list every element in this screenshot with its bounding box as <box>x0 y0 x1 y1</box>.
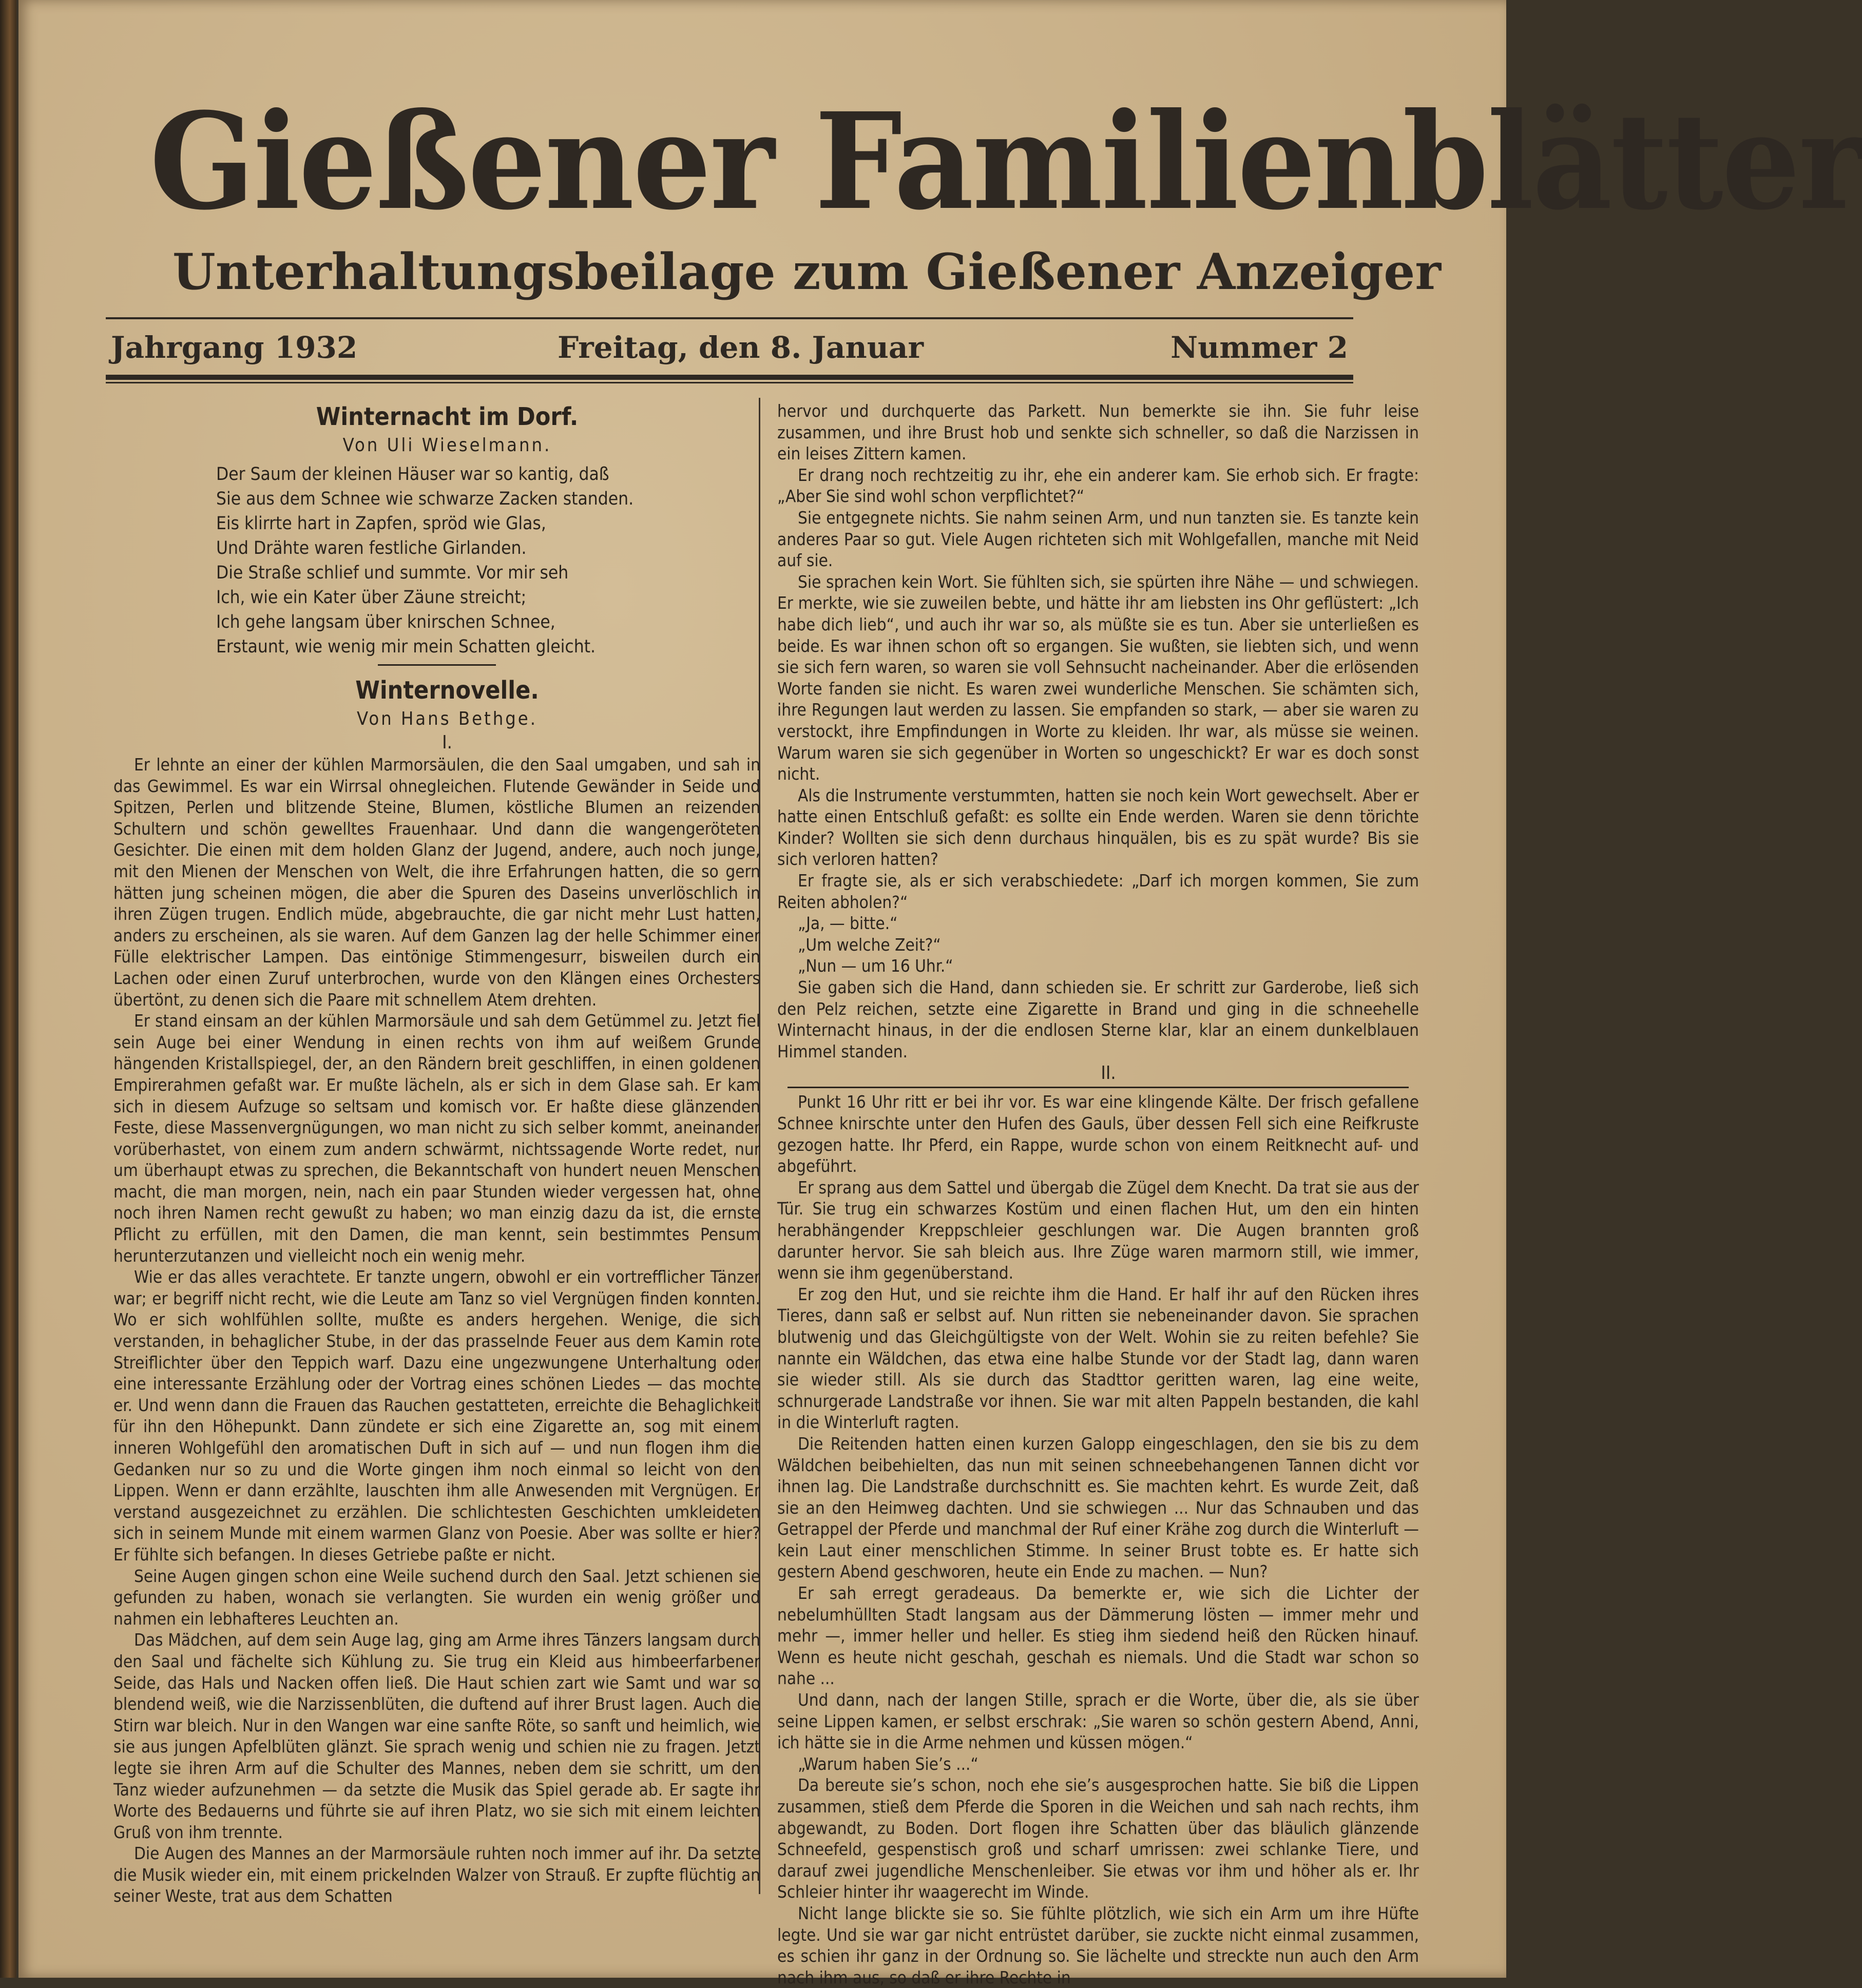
poem-line: Eis klirrte hart in Zapfen, spröd wie Glas, <box>216 513 546 534</box>
issue-number: Nummer 2 <box>1170 330 1348 365</box>
story-paragraph: Er lehnte an einer der kühlen Marmorsäulen, die den Saal umgaben, und sah in das Gewimmel. Es war ein Wirrsal ohnegleichen. Flutende Gewänder in Seide und Spitzen, Perlen und blitzende Steine, Blumen, köstliche Blumen an reizenden Schultern und schön gewelltes Frauenhaar. Und dann die wangengeröteten Gesichter. Die einen mit dem holden Glanz der Jugend, andere, auch noch junge, mit den Mienen der Menschen von Welt, die ihre Erfahrungen hatten, die so gern hätten jung scheinen mögen, die aber die Spuren des Daseins unverlöschlich in ihren Zügen trugen. Endlich müde, abgebrauchte, die gar nicht mehr Lust hatten, anders zu erscheinen, als sie waren. Auf dem Ganzen lag der helle Schimmer einer Fülle elektrischer Lampen. Das eintönige Stimmengesurr, bisweilen durch ein Lachen oder einen Zuruf unterbrochen, wurde von den Klängen eines Orchesters übertönt, zu denen sich die Paare mit schnellem Atem drehten. <box>113 755 760 1010</box>
story-part-one-label: I. <box>442 732 452 753</box>
story-paragraph: „Nun — um 16 Uhr.“ <box>798 956 953 976</box>
poem-line: Der Saum der kleinen Häuser war so kantig, daß <box>216 464 609 485</box>
story-paragraph: Als die Instrumente verstummten, hatten sie noch kein Wort gewechselt. Aber er hatte einen Entschluß gefaßt: es sollte ein Ende werden. Waren sie denn törichte Kinder? Wollten sie sich denn durchaus hinquälen, bis es zu spät wurde? Bis sie sich verloren hatten? <box>777 785 1419 870</box>
story-paragraph: Er sprang aus dem Sattel und übergab die Zügel dem Knecht. Da trat sie aus der Tür. Sie trug ein schwarzes Kostüm und einen flachen Hut, um den ein hinten herabhängender Kreppschleier geschlungen war. Die Augen brannten groß darunter hervor. Sie sah bleich aus. Ihre Züge waren marmorn still, wie immer, wenn sie ihm gegenüberstand. <box>777 1177 1419 1283</box>
story-paragraph: Er stand einsam an der kühlen Marmorsäule und sah dem Getümmel zu. Jetzt fiel sein Auge bei einer Wendung in einen rechts von ihm auf weißem Grunde hängenden Kristallspiegel, der, an den Rändern breit geschliffen, in einen goldenen Empirerahmen gefaßt war. Er mußte lächeln, als er sich in dem Glase sah. Er kam sich in diesem Aufzuge so seltsam und komisch vor. Er haßte diese glänzenden Feste, diese Massenvergnügungen, wo man nicht zu sich selber kommt, aneinander vorüberhastet, von einem zum andern schwärmt, nichtssagende Worte redet, nur um überhaupt etwas zu sprechen, die Bekanntschaft von hundert neuen Menschen macht, die man morgen, nein, nach ein paar Stunden wieder vergessen hat, ohne noch ihren Namen recht gewußt zu haben; wo man einzig dazu da ist, die ernste Pflicht zu erfüllen, mit den Damen, die man kennt, sein bestimmtes Pensum herunterzutanzen und vielleicht noch ein wenig mehr. <box>113 1011 760 1266</box>
poem-line: Ich, wie ein Kater über Zäune streicht; <box>216 587 527 608</box>
header-rule-bottom <box>106 375 1353 380</box>
story-paragraph: Wie er das alles verachtete. Er tanzte ungern, obwohl er ein vortrefflicher Tänzer war; er begriff nicht recht, wie die Leute am Tanz so viel Vergnügen finden konnten. Wo er sich wohlfühlen sollte, mußte es anders hergehen. Wenige, die sich verstanden, in behaglicher Stube, in der das prasselnde Feuer aus dem Kamin rote Streiflichter über den Teppich warf. Dazu eine ungezwungene Unterhaltung oder eine interessante Erzählung oder der Vortrag eines schönen Liedes — das mochte er. Und wenn dann die Frauen das Rauchen gestatteten, erreichte die Behaglichkeit für ihn den Höhepunkt. Dann zündete er sich eine Zigarette an, sog mit einem inneren Wohlgefühl den aromatischen Duft in sich auf — und nun flogen ihm die Gedanken nur so zu und die Worte gingen ihm noch einmal so leicht von den Lippen. Wenn er dann erzählte, lauschten ihm alle Anwesenden mit Vergnügen. Er verstand ausgezeichnet zu erzählen. Die schlichtesten Geschichten umkleideten sich in seinem Munde mit einem warmen Glanz von Poesie. Aber was sollte er hier? Er fühlte sich befangen. In dieses Getriebe paßte er nicht. <box>113 1267 760 1565</box>
poem-line: Und Drähte waren festliche Girlanden. <box>216 538 527 558</box>
story-paragraph: Er zog den Hut, und sie reichte ihm die Hand. Er half ihr auf den Rücken ihres Tieres, dann saß er selbst auf. Nun ritten sie nebeneinander davon. Sie sprachen blutwenig und das Gleichgültigste von der Welt. Wohin sie zu reiten befehle? Sie nannte ein Wäldchen, das etwa eine halbe Stunde vor der Stadt lag, dann waren sie wieder still. Als sie durch das Stadttor geritten waren, lag eine weite, schnurgerade Landstraße vor ihnen. Sie war mit alten Pappeln bestanden, die kahl in die Winterluft ragten. <box>777 1284 1419 1433</box>
issue-year: Jahrgang 1932 <box>111 330 358 365</box>
story-paragraph: Die Augen des Mannes an der Marmorsäule ruhten noch immer auf ihr. Da setzte die Musik wieder ein, mit einem prickelnden Walzer von Strauß. Er zupfte flüchtig an seiner Weste, trat aus dem Schatten <box>113 1843 760 1906</box>
story-paragraph: Nicht lange blickte sie so. Sie fühlte plötzlich, wie sich ein Arm um ihre Hüfte legte. Und sie war gar nicht entrüstet darüber, sie zuckte nicht einmal zusammen, es schien ihr ganz in der Ordnung so. Sie lächelte und streckte nun auch den Arm nach ihm aus, so daß er ihre Rechte in <box>777 1903 1419 1987</box>
story-paragraph: Er drang noch rechtzeitig zu ihr, ehe ein anderer kam. Sie erhob sich. Er fragte: „Aber Sie sind wohl schon verpflichtet?“ <box>777 465 1419 507</box>
book-binding-edge <box>0 0 16 1978</box>
story-paragraph: Er sah erregt geradeaus. Da bemerkte er, wie sich die Lichter der nebelumhüllten Stadt langsam aus der Dämmerung lösten — immer mehr und mehr —, immer heller und heller. Es stieg ihm siedend heiß den Rücken hinauf. Wenn es heute nicht geschah, geschah es niemals. Und die Stadt war schon so nahe ... <box>777 1583 1419 1689</box>
story-paragraph: Sie gaben sich die Hand, dann schieden sie. Er schritt zur Garderobe, ließ sich den Pelz reichen, setzte eine Zigarette in Brand und ging in die schneehelle Winternacht hinaus, in der die endlosen Sterne klar, klar an einem dunkelblauen Himmel standen. <box>777 977 1419 1061</box>
poem-title: Winternacht im Dorf. <box>316 402 579 431</box>
poem-body <box>216 462 760 659</box>
story-part-two-label: II. <box>1101 1063 1116 1084</box>
story-author: Von Hans Bethge. <box>356 708 538 729</box>
story-paragraph: Da bereute sie’s schon, noch ehe sie’s ausgesprochen hatte. Sie biß die Lippen zusammen, stieß dem Pferde die Sporen in die Weichen und sah nach rechts, ihm abgewandt, zu Boden. Dort flogen ihre Schatten über das bläulich glänzende Schneefeld, gespenstisch groß und scharf umrissen: zwei schlanke Tiere, und darauf zwei jugendliche Menschenleiber. Sie etwas vor ihm und höher als er. Ihr Schleier hinter ihr waagerecht im Winde. <box>777 1775 1419 1902</box>
story-paragraph: Er fragte sie, als er sich verabschiedete: „Darf ich morgen kommen, Sie zum Reiten abholen?“ <box>777 871 1419 912</box>
story-paragraph: Das Mädchen, auf dem sein Auge lag, ging am Arme ihres Tänzers langsam durch den Saal und fächelte sich Kühlung zu. Sie trug ein Kleid aus himbeerfarbener Seide, das Hals und Nacken offen ließ. Die Haut schien zart wie Samt und war so blendend weiß, wie die Narzissenblüten, die duftend auf ihrer Brust lagen. Auch die Stirn war bleich. Nur in den Wangen war eine sanfte Röte, so sanft und heimlich, wie sie aus jungen Apfelblüten glänzt. Sie sprach wenig und schien nie zu fragen. Jetzt legte sie ihren Arm auf die Schulter des Mannes, neben dem sie schritt, um den Tanz wieder aufzunehmen — da setzte die Musik das Spiel gerade ab. Er sagte ihr Worte des Bedauerns und führte sie auf ihren Platz, wo sie sich mit einem leichten Gruß von ihm trennte. <box>113 1630 760 1842</box>
section-divider <box>788 1087 1409 1088</box>
left-column <box>113 400 760 1904</box>
story-paragraph: Punkt 16 Uhr ritt er bei ihr vor. Es war eine klingende Kälte. Der frisch gefallene Schnee knirschte unter den Hufen des Gauls, über dessen Fell sich eine Reifkruste gezogen hatte. Ihr Pferd, ein Rappe, wurde schon von einem Reitknecht auf- und abgeführt. <box>777 1092 1419 1176</box>
story-paragraph: „Warum haben Sie’s ...“ <box>798 1753 978 1774</box>
issue-date: Freitag, den 8. Januar <box>558 330 924 365</box>
poem-line: Sie aus dem Schnee wie schwarze Zacken standen. <box>216 489 634 509</box>
story-paragraph: Und dann, nach der langen Stille, sprach er die Worte, über die, als sie über seine Lippen kamen, er selbst erschrak: „Sie waren so schön gestern Abend, Anni, ich hätte sie in die Arme nehmen und küssen mögen.“ <box>777 1690 1419 1753</box>
issue-info-line <box>111 323 1348 372</box>
header-rule-top <box>106 317 1353 319</box>
story-paragraph: Sie entgegnete nichts. Sie nahm seinen Arm, und nun tanzten sie. Es tanzte kein anderes Paar so gut. Viele Augen richteten sich mit Wohlgefallen, manche mit Neid auf sie. <box>777 507 1419 571</box>
masthead-subtitle: Unterhaltungsbeilage zum Gießener Anzeiger <box>172 243 1441 301</box>
masthead-title: Gießener Familienblätter <box>149 84 1862 239</box>
story-paragraph: „Ja, — bitte.“ <box>798 913 898 934</box>
poem-line: Ich gehe langsam über knirschen Schnee, <box>216 612 555 632</box>
header-rule-bottom-thin <box>106 382 1353 383</box>
story-paragraph: Sie sprachen kein Wort. Sie fühlten sich, sie spürten ihre Nähe — und schwiegen. Er merkte, wie sie zuweilen bebte, und hätte ihr am liebsten ins Ohr geflüstert: „Ich habe dich lieb“, und auch ihr war so, als müßte sie es tun. Aber sie unterließen es beide. Es war ihnen schon oft so ergangen. Sie wußten, sie liebten sich, und wenn sie sich fern waren, so waren sie voll Sehnsucht nacheinander. Aber die erlösenden Worte fanden sie nicht. Es waren zwei wunderliche Menschen. Sie schämten sich, ihre Regungen laut werden zu lassen. Sie empfanden so stark, — aber sie waren zu verstockt, ihre Empfindungen in Worte zu kleiden. Ihr war, als müsse sie weinen. Warum waren sie sich gegenüber in Worten so ungeschickt? Er war es doch sonst nicht. <box>777 571 1419 784</box>
story-paragraph: „Um welche Zeit?“ <box>798 934 941 955</box>
poem-line: Die Straße schlief und summte. Vor mir seh <box>216 563 569 583</box>
story-title: Winternovelle. <box>355 676 539 705</box>
newspaper-page <box>18 0 1862 1987</box>
story-paragraph: hervor und durchquerte das Parkett. Nun bemerkte sie ihn. Sie fuhr leise zusammen, und ihre Brust hob und senkte sich schneller, so daß die Narzissen in ein leises Zittern kamen. <box>777 401 1419 464</box>
section-divider <box>378 664 496 666</box>
poem-author: Von Uli Wieselmann. <box>342 435 552 456</box>
poem-line: Erstaunt, wie wenig mir mein Schatten gleicht. <box>216 636 596 657</box>
right-column <box>777 400 1419 1987</box>
story-paragraph: Seine Augen gingen schon eine Weile suchend durch den Saal. Jetzt schienen sie gefunden zu haben, wonach sie verlangten. Sie wurden ein wenig größer und nahmen ein lebhafteres Leuchten an. <box>113 1566 760 1629</box>
story-paragraph: Die Reitenden hatten einen kurzen Galopp eingeschlagen, den sie bis zu dem Wäldchen beibehielten, das nun mit seinen schneebehangenen Tannen dicht vor ihnen lag. Die Landstraße durchschnitt es. Sie machten kehrt. Es wurde Zeit, daß sie an den Heimweg dachten. Und sie schwiegen ... Nur das Schnauben und das Getrappel der Pferde und manchmal der Ruf einer Krähe zog durch die Winterluft — kein Laut einer menschlichen Stimme. In seiner Brust tobte es. Er hatte sich gestern Abend geschworen, heute ein Ende zu machen. — Nun? <box>777 1433 1419 1582</box>
